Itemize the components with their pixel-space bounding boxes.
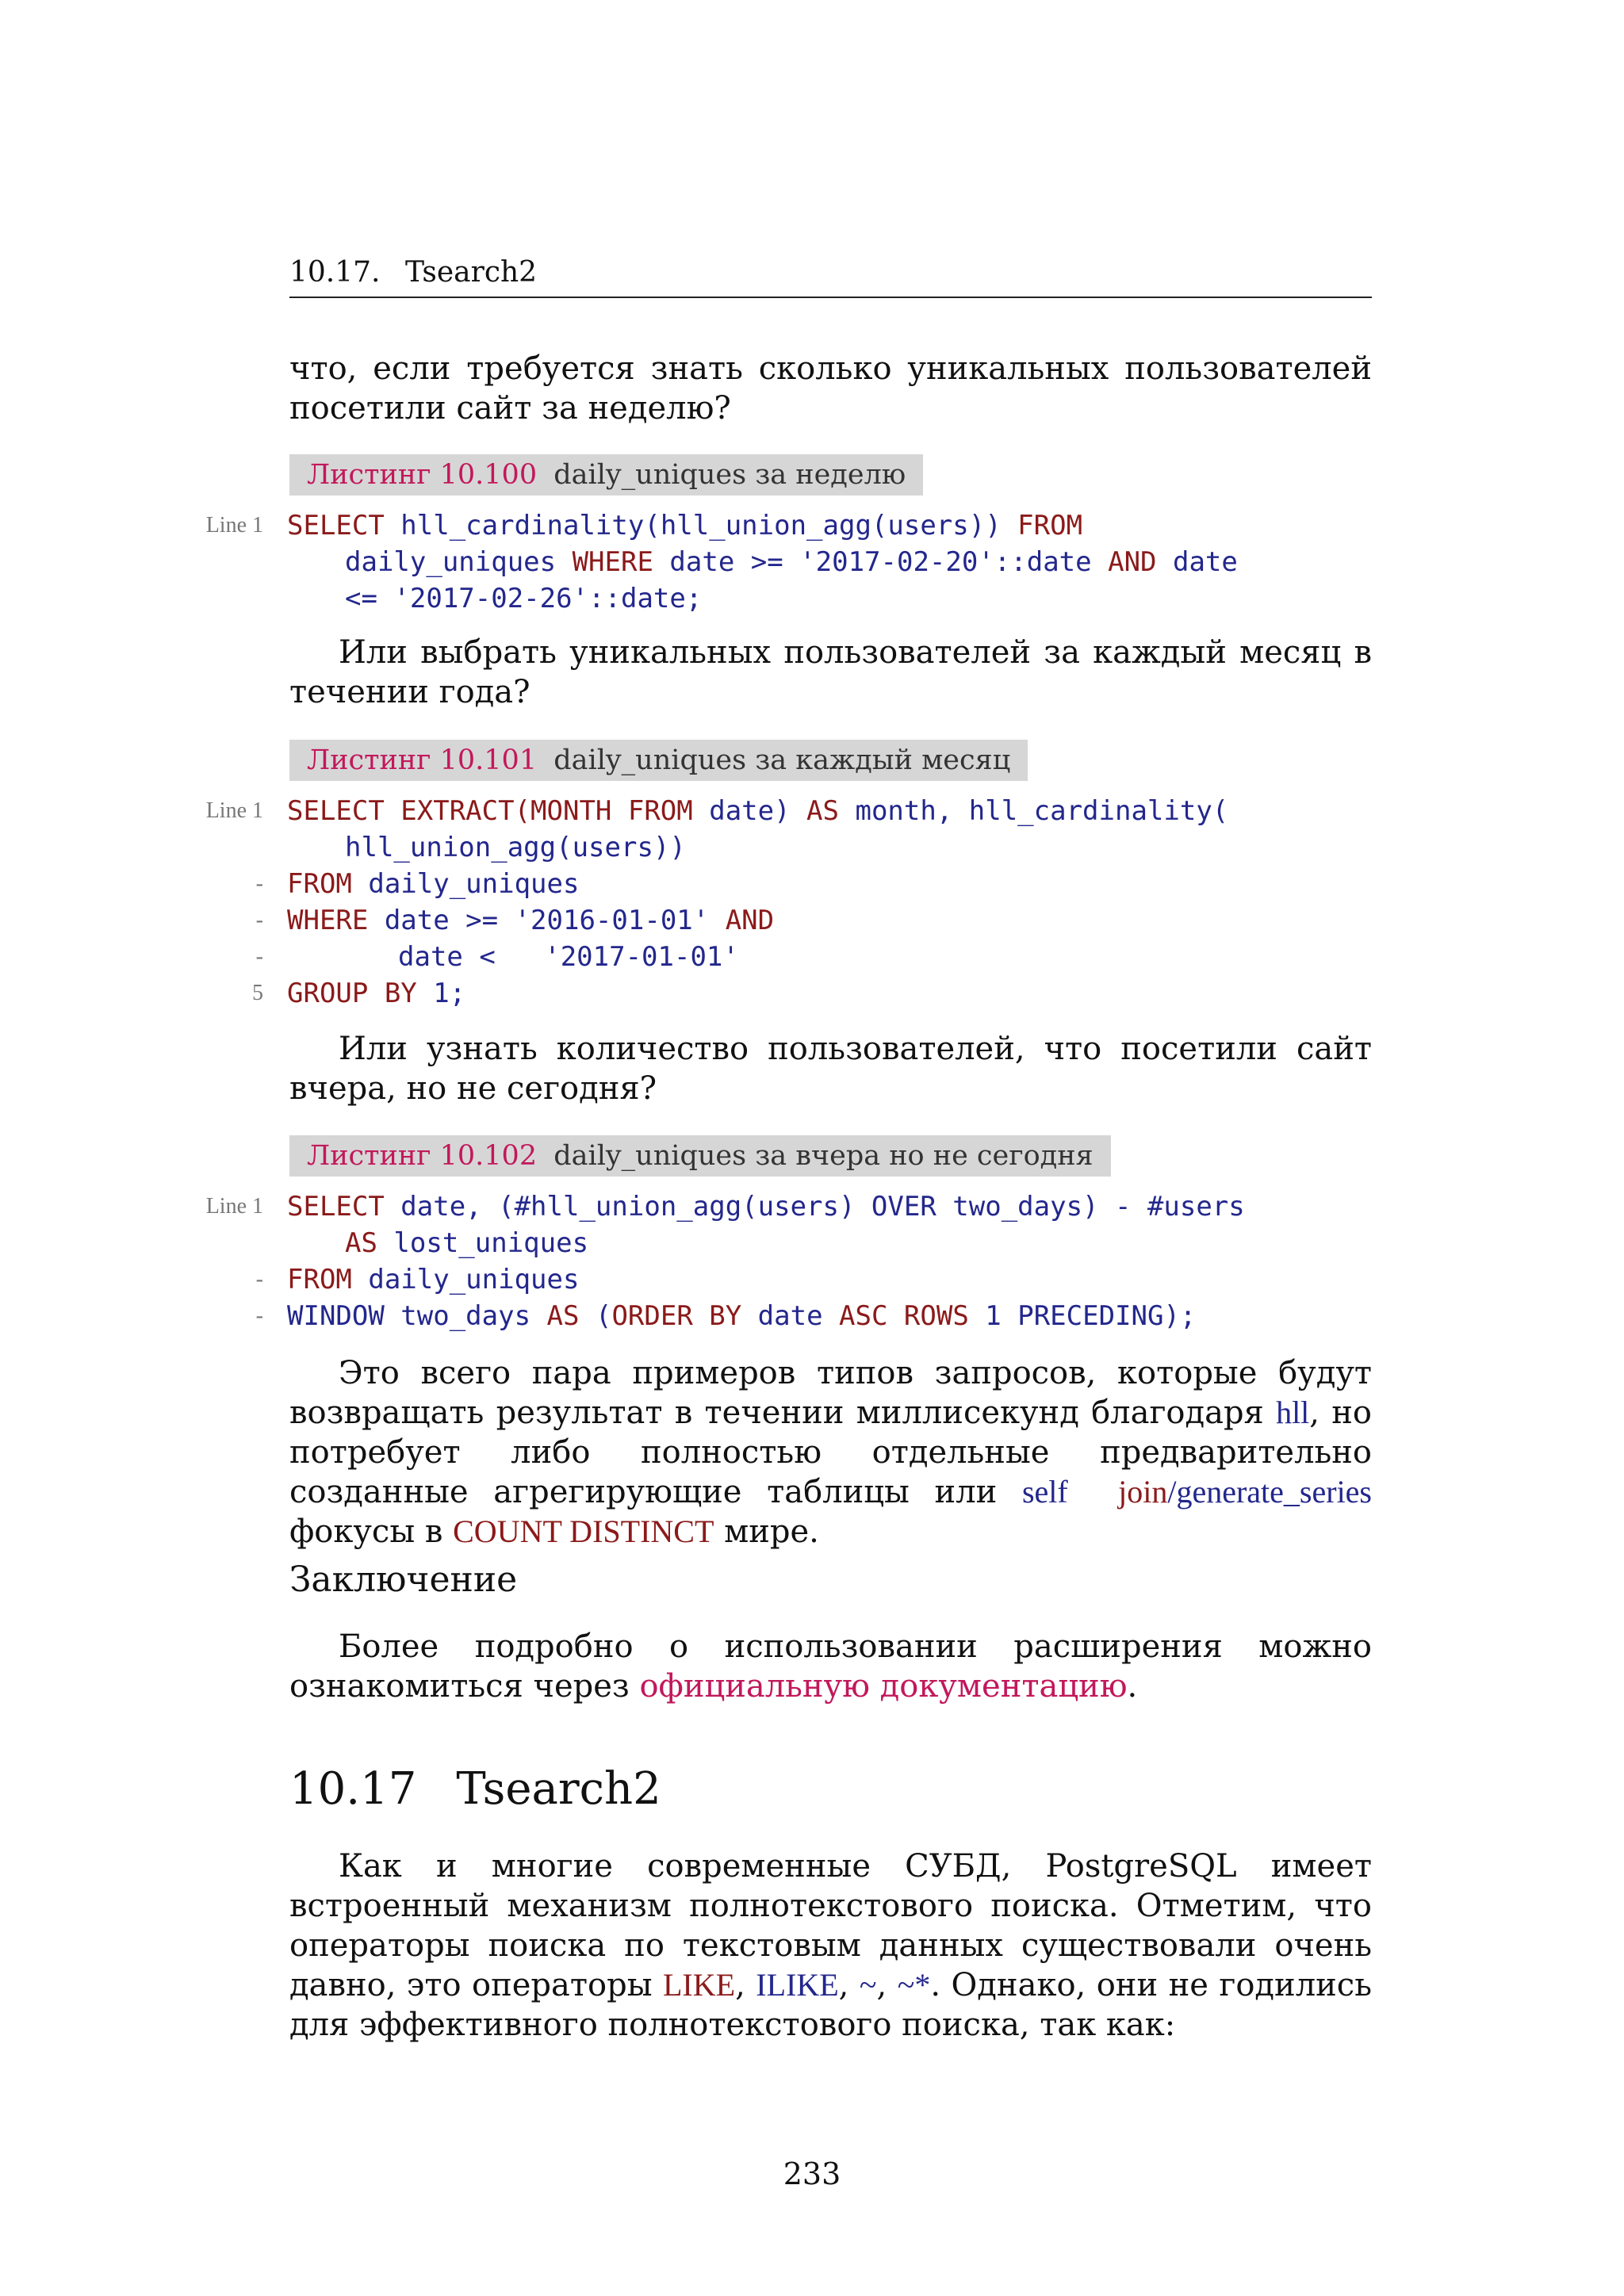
listing-label: Листинг 10.100 <box>307 459 538 491</box>
code-line: WHERE date >= '2016-01-01' AND <box>287 905 775 936</box>
code-line: AS lost_uniques <box>345 1227 589 1259</box>
code-line: SELECT hll_cardinality(hll_union_agg(users)) FROM <box>287 510 1083 541</box>
code-line: hll_union_agg(users)) <box>345 832 686 863</box>
paragraph: Как и многие современные СУБД, PostgreSQL имеет встроенный механизм полнотекстового поиска. Отметим, что операторы поиска по текстовым данных существовали очень давно, это операторы LIKE, ILIKE, ~, ~*. Однако, они не годились для эффективного полнотекстового поиска, так как: <box>289 1848 1372 2043</box>
listing-caption <box>289 1135 1111 1177</box>
inline-code: self <box>1021 1474 1068 1510</box>
line-number: Line 1 <box>205 1194 263 1219</box>
code-line: <= '2017-02-26'::date; <box>345 583 703 614</box>
paragraph: Это всего пара примеров типов запросов, которые будут возвращать результат в течении миллисекунд благодаря hll, но потребует либо полностью отдельные предварительно созданные агрегирующие таблицы или self join/generate_series фокусы в COUNT DISTINCT мире. <box>289 1355 1373 1550</box>
listing-label: Листинг 10.102 <box>307 1140 538 1172</box>
section-heading <box>289 1762 661 1817</box>
inline-code: ~* <box>897 1967 931 2003</box>
inline-code: ~ <box>859 1967 877 2003</box>
code-line: GROUP BY 1; <box>287 978 466 1009</box>
line-number: - <box>255 871 263 896</box>
line-number: - <box>255 1267 263 1292</box>
code-line: FROM daily_uniques <box>287 868 580 900</box>
code-line: SELECT date, (#hll_union_agg(users) OVER two_days) - #users <box>287 1191 1245 1223</box>
header-section-title: Tsearch2 <box>404 256 538 289</box>
code-listing <box>174 793 1396 1015</box>
code-line: date < '2017-01-01' <box>398 941 739 973</box>
code-line: SELECT EXTRACT(MONTH FROM date) AS month, hll_cardinality( <box>287 795 1229 827</box>
inline-code: COUNT DISTINCT <box>453 1513 714 1549</box>
running-header <box>289 255 1372 298</box>
intro-paragraph: что, если требуется знать сколько уникальных пользователей посетили сайт за неделю? <box>289 350 1372 427</box>
documentation-link[interactable]: официальную документацию <box>639 1668 1128 1705</box>
code-line: daily_uniques WHERE date >= '2017-02-20'::date AND date <box>345 546 1238 578</box>
listing-title: daily_uniques за каждый месяц <box>553 744 1011 776</box>
code-line: FROM daily_uniques <box>287 1264 580 1295</box>
line-number: Line 1 <box>205 798 263 823</box>
inline-code: LIKE <box>663 1967 736 2003</box>
listing-title: daily_uniques за неделю <box>553 459 906 491</box>
line-number: - <box>255 1303 263 1328</box>
listing-label: Листинг 10.101 <box>307 744 538 776</box>
line-number: Line 1 <box>205 513 263 538</box>
header-section-number: 10.17. <box>289 256 381 289</box>
line-number: - <box>255 944 263 969</box>
section-number: 10.17 <box>289 1763 417 1815</box>
code-listing <box>174 1188 1396 1339</box>
paragraph: Более подробно о использовании расширения можно ознакомиться через официальную документацию. <box>289 1628 1372 1705</box>
paragraph: Или узнать количество пользователей, что посетили сайт вчера, но не сегодня? <box>289 1031 1372 1107</box>
code-line: WINDOW two_days AS (ORDER BY date ASC ROWS 1 PRECEDING); <box>287 1300 1197 1332</box>
inline-code: /generate_series <box>1167 1474 1372 1510</box>
code-listing <box>174 507 1396 626</box>
subsection-heading: Заключение <box>289 1559 518 1600</box>
page-number: 233 <box>783 2156 841 2191</box>
paragraph: Или выбрать уникальных пользователей за каждый месяц в течении года? <box>289 634 1372 710</box>
listing-title: daily_uniques за вчера но не сегодня <box>553 1140 1094 1172</box>
listing-caption <box>289 454 923 496</box>
inline-code: ILIKE <box>756 1967 839 2003</box>
inline-code: join <box>1118 1474 1168 1510</box>
section-title: Tsearch2 <box>456 1763 661 1815</box>
listing-caption <box>289 740 1028 781</box>
line-number: - <box>255 908 263 932</box>
inline-code: hll <box>1276 1395 1310 1430</box>
line-number: 5 <box>252 981 263 1005</box>
